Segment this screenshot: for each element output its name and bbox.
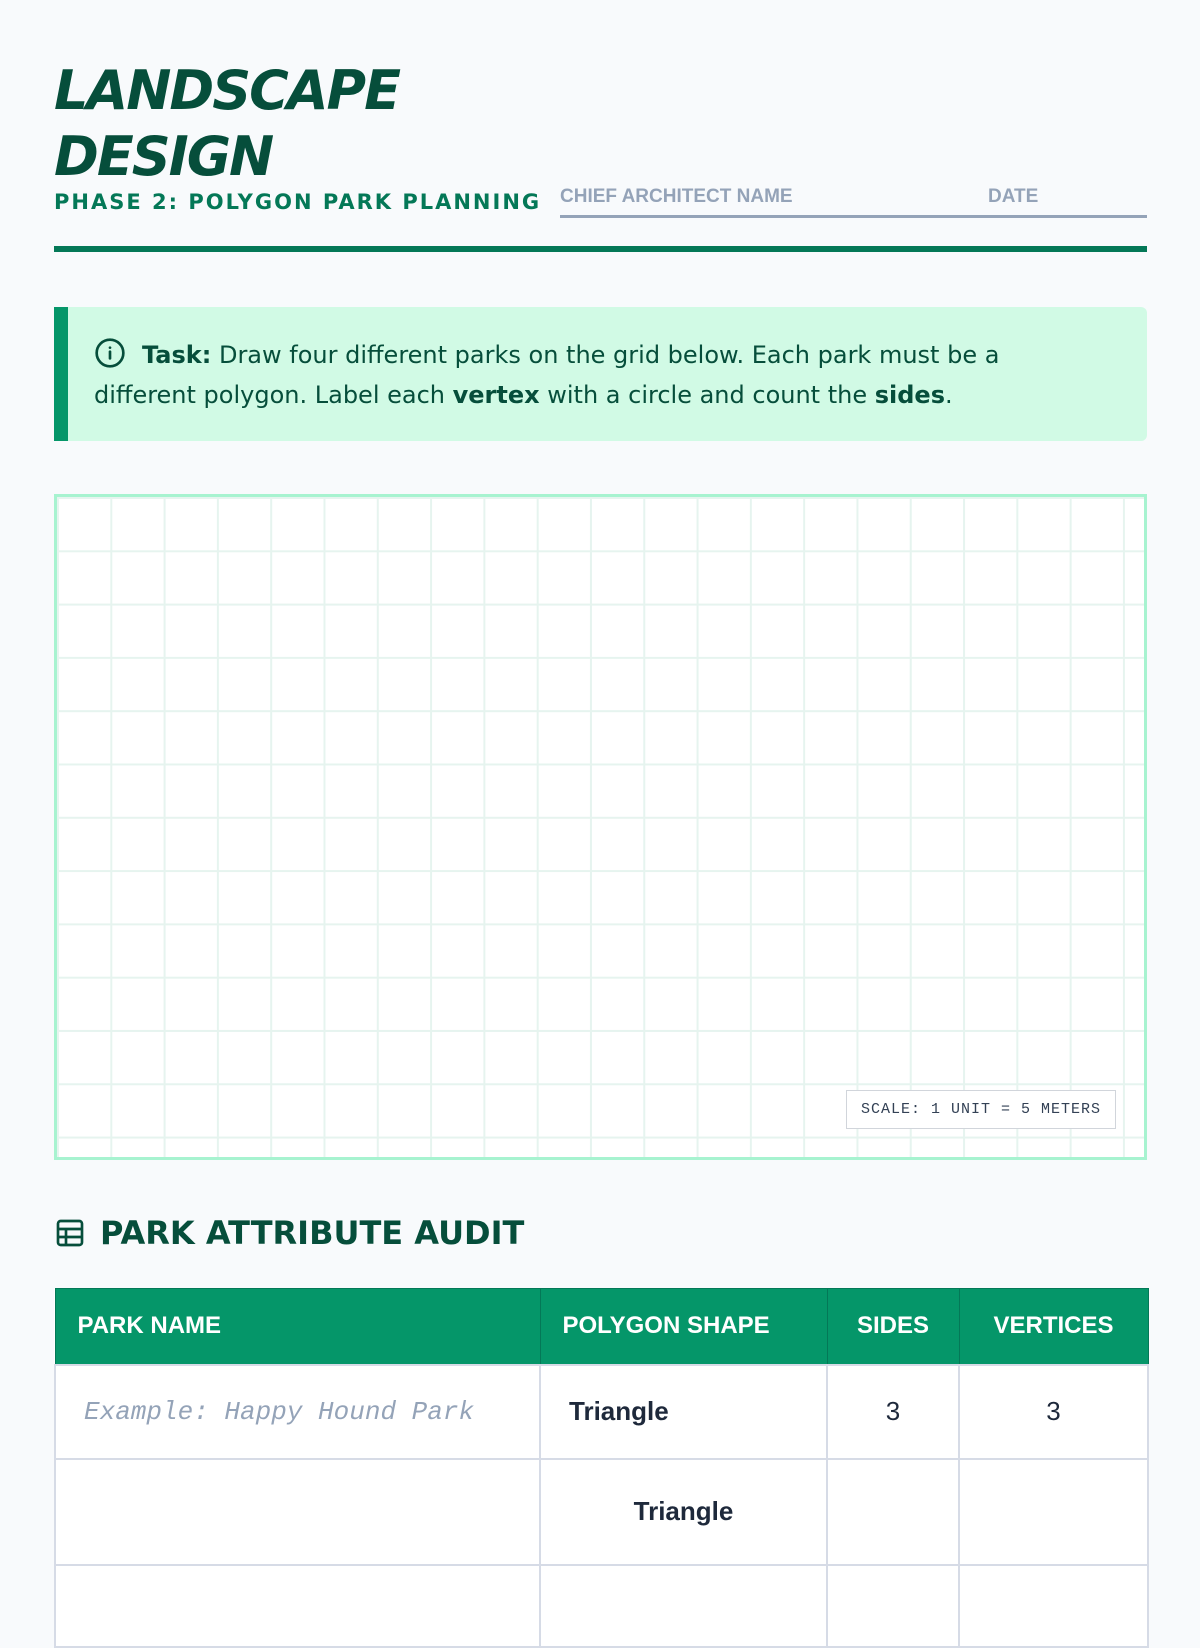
task-text-2: with a circle and count the [539,381,875,409]
audit-heading-text: PARK ATTRIBUTE AUDIT [100,1214,525,1252]
sides-cell[interactable] [827,1565,959,1647]
column-header-polygon-shape: POLYGON SHAPE [540,1289,827,1365]
drawing-grid[interactable] [54,494,1147,1160]
column-header-park-name: PARK NAME [55,1289,540,1365]
sides-cell[interactable]: 3 [827,1365,959,1459]
polygon-shape-select[interactable]: Triangle [540,1459,827,1565]
vertices-cell[interactable] [959,1459,1148,1565]
table-row [55,1459,1148,1565]
date-field[interactable] [934,184,1147,218]
task-bold-vertex: vertex [452,381,540,409]
architect-name-label: CHIEF ARCHITECT NAME [560,186,793,207]
table-header-row [55,1289,1148,1365]
task-callout [54,307,1147,441]
task-text-1: Draw four different parks on the grid below. Each park must be a different polygon. Label each [94,341,1000,409]
task-lead: Task: [142,341,212,369]
column-header-sides: SIDES [827,1289,959,1365]
sides-cell[interactable] [827,1459,959,1565]
header-divider [54,246,1147,252]
task-text-3: . [945,381,953,409]
park-name-cell[interactable]: Example: Happy Hound Park [55,1365,540,1459]
park-audit-table [54,1288,1149,1648]
table-row [55,1565,1148,1647]
table-icon [54,1217,86,1249]
polygon-shape-cell[interactable]: Triangle [540,1365,827,1459]
task-bold-sides: sides [874,381,945,409]
table-row [55,1365,1148,1459]
park-name-cell[interactable] [55,1459,540,1565]
page-subtitle: PHASE 2: POLYGON PARK PLANNING [54,190,542,214]
architect-name-field[interactable] [560,184,934,218]
column-header-vertices: VERTICES [959,1289,1148,1365]
scale-label: SCALE: 1 UNIT = 5 METERS [846,1090,1116,1129]
park-name-cell[interactable] [55,1565,540,1647]
vertices-cell[interactable] [959,1565,1148,1647]
polygon-shape-cell[interactable] [540,1565,827,1647]
page-title: LANDSCAPE DESIGN [54,59,399,188]
date-label: DATE [988,186,1039,207]
vertices-cell[interactable]: 3 [959,1365,1148,1459]
info-icon [94,337,126,369]
audit-heading [54,1214,524,1252]
